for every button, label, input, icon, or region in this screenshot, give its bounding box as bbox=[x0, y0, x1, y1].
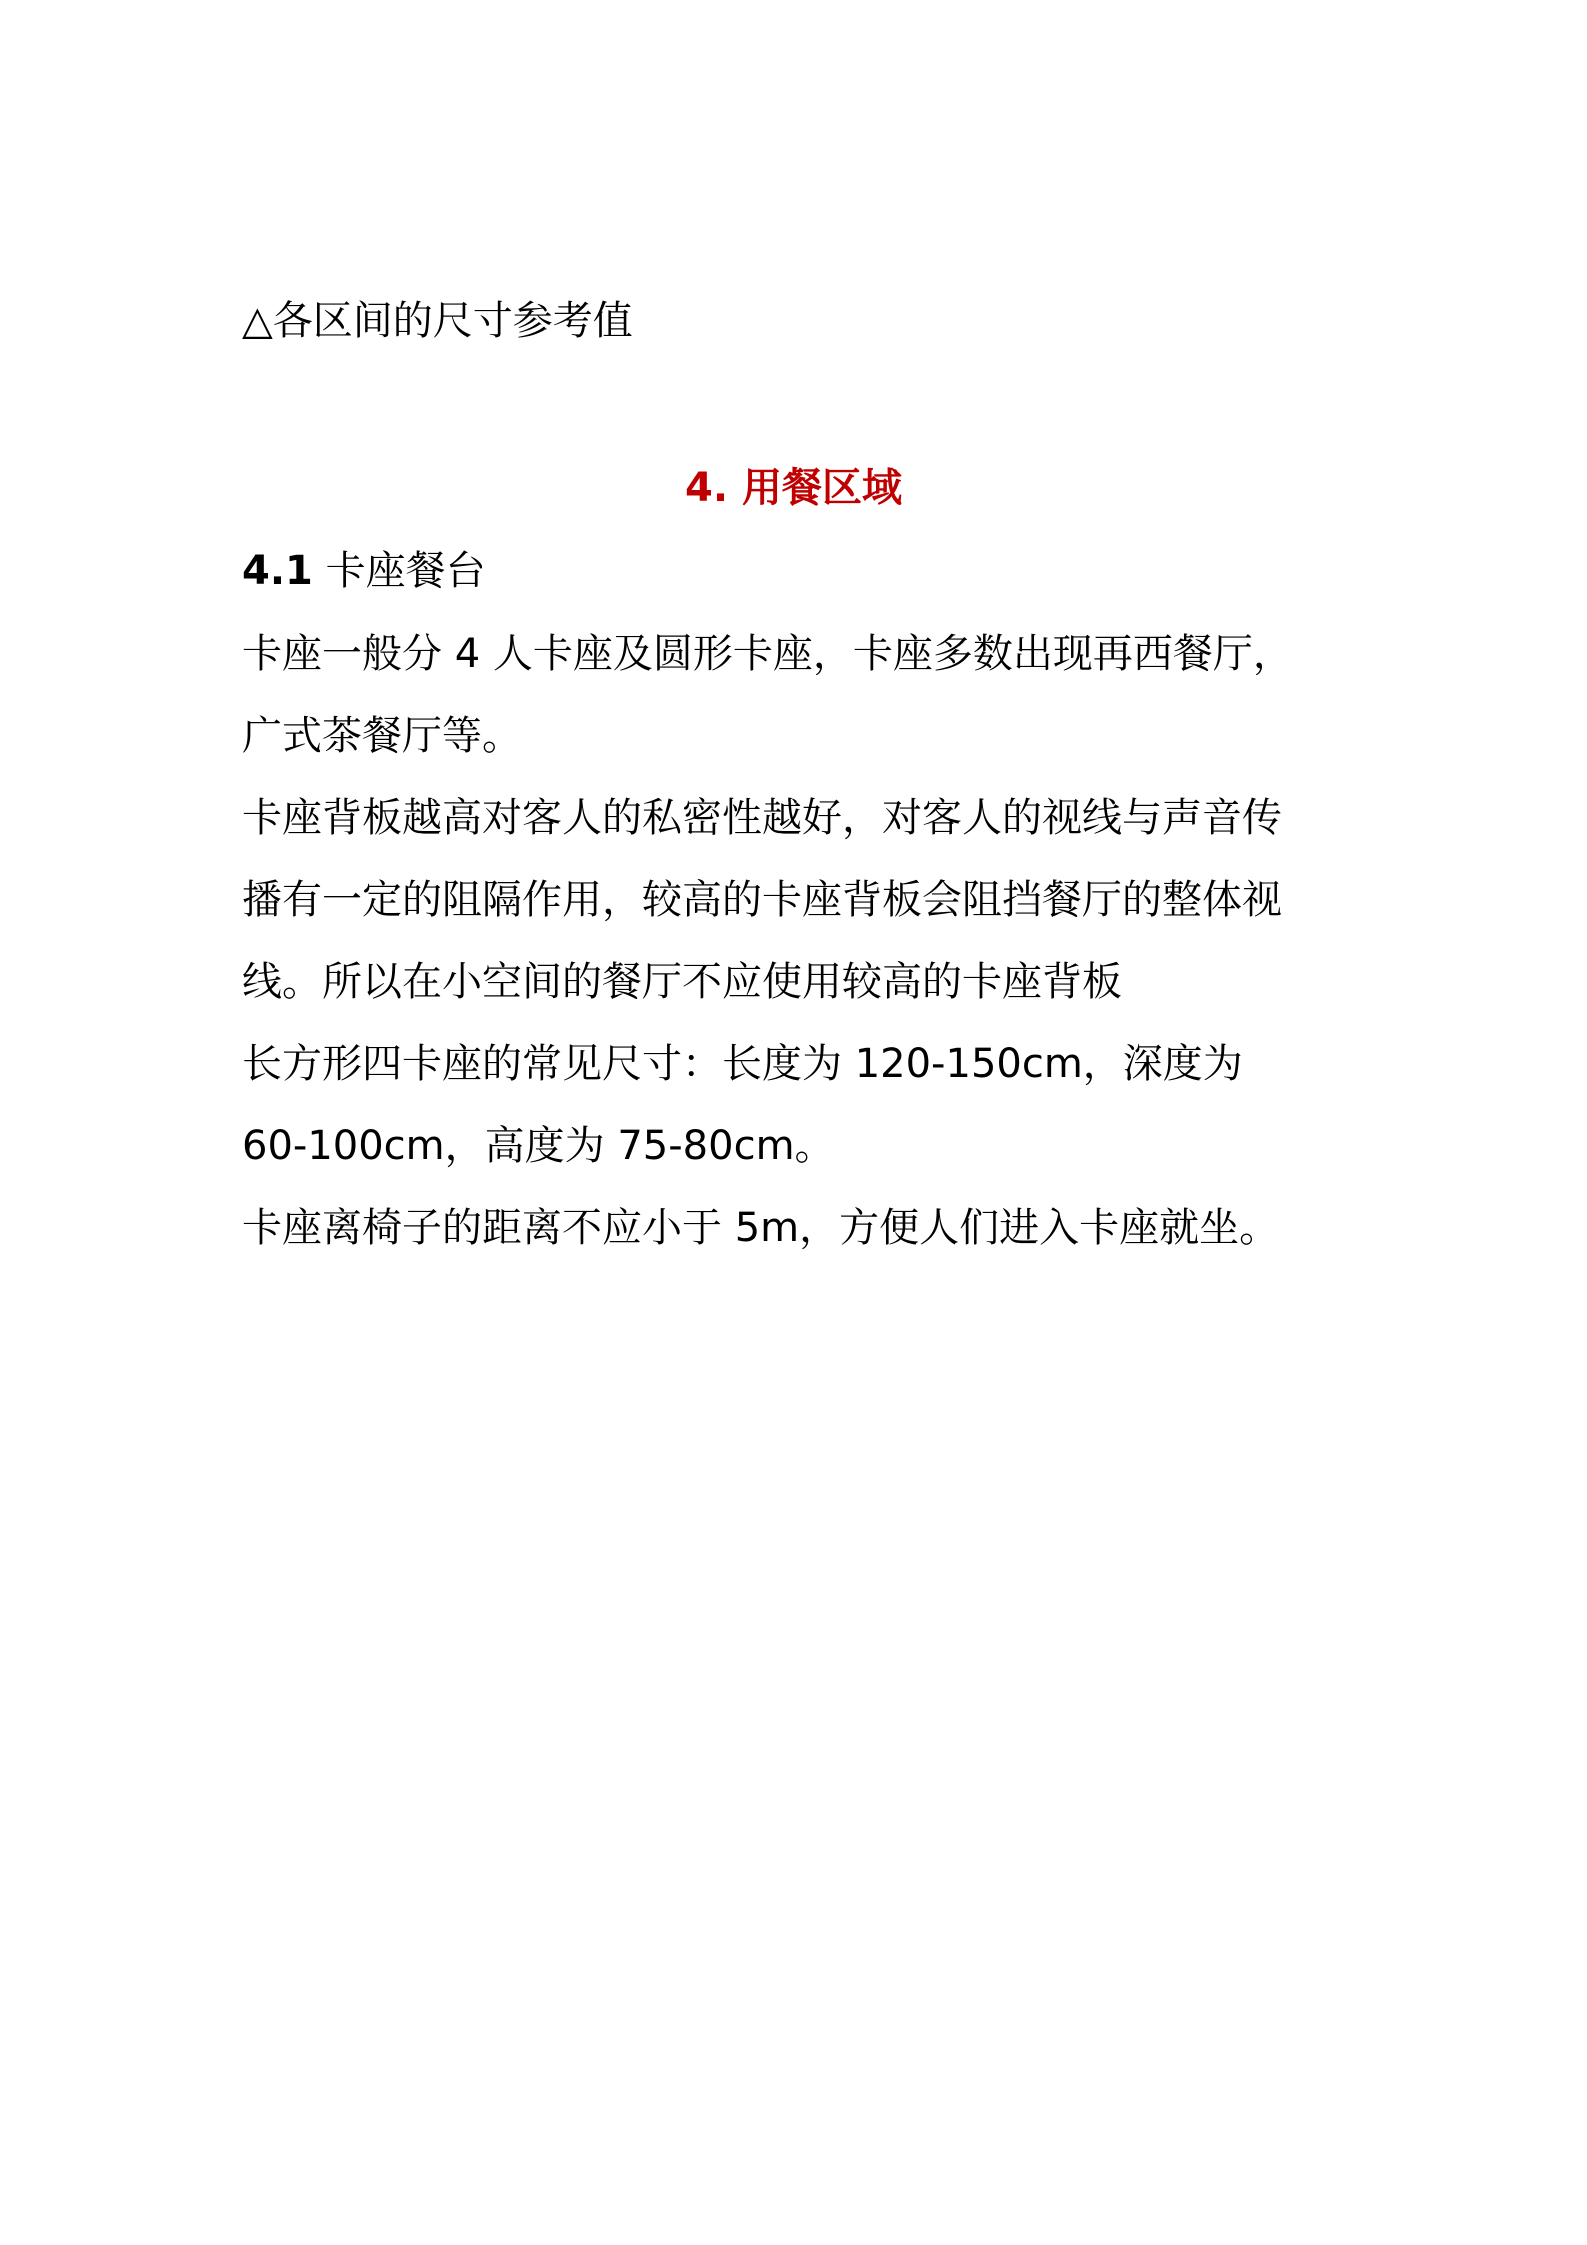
body-line: 卡座离椅子的距离不应小于 5m，方便人们进入卡座就坐。 bbox=[242, 1205, 1280, 1251]
body-line: 广式茶餐厅等。 bbox=[242, 713, 522, 759]
subsection-number: 4.1 bbox=[242, 548, 313, 594]
body-line: 卡座背板越高对客人的私密性越好，对客人的视线与声音传 bbox=[242, 795, 1282, 841]
figure-caption: △各区间的尺寸参考值 bbox=[242, 298, 633, 344]
body-line: 60-100cm，高度为 75-80cm。 bbox=[242, 1123, 835, 1169]
section-heading: 4. 用餐区域 bbox=[685, 465, 902, 511]
body-line: 播有一定的阻隔作用，较高的卡座背板会阻挡餐厅的整体视 bbox=[242, 877, 1282, 923]
body-paragraphs bbox=[242, 613, 1293, 1269]
body-line: 长方形四卡座的常见尺寸：长度为 120-150cm，深度为 bbox=[242, 1041, 1243, 1087]
subsection-title: 卡座餐台 bbox=[325, 548, 486, 594]
body-line: 线。所以在小空间的餐厅不应使用较高的卡座背板 bbox=[242, 959, 1122, 1005]
subsection-heading bbox=[242, 530, 486, 612]
body-line: 卡座一般分 4 人卡座及圆形卡座，卡座多数出现再西餐厅， bbox=[242, 631, 1293, 677]
